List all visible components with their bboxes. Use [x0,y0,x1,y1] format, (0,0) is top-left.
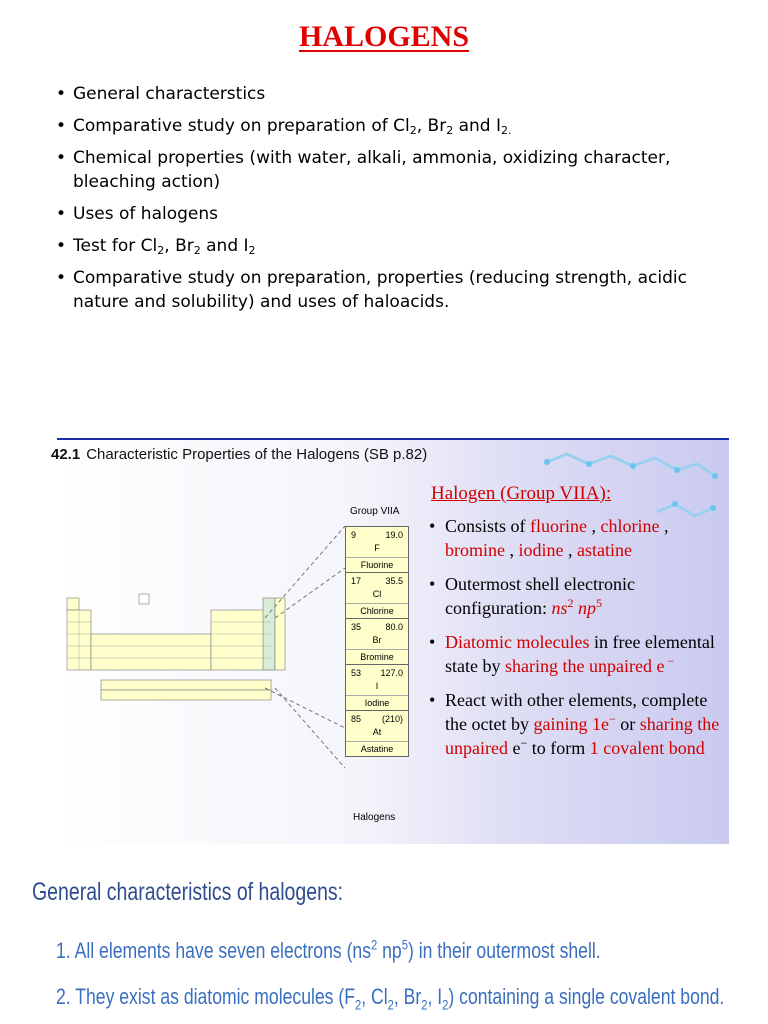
topic-item: • Uses of halogens [56,202,736,226]
topic-item: • Chemical properties (with water, alkali, ammonia, oxidizing character, bleaching action) [56,146,736,194]
topic-item: • General characterstics [56,82,736,106]
element-cell-iodine: 53 127.0 I Iodine [346,665,408,711]
topic-list [56,82,736,322]
point-configuration: • Outermost shell electronic configuration: $ns^2$ $np^5$ [427,572,727,620]
slide-top-bar [57,438,729,440]
general-item-2: 2. They exist as diatomic molecules ($F_2$, $Cl_2$, $Br_2$, $I_2$) containing a single covalent bond. [56,984,725,1013]
topic-item: • Comparative study on preparation, properties (reducing strength, acidic nature and solubility) and uses of haloacids. [56,266,736,314]
element-cell-fluorine: 9 19.0 F Fluorine [346,527,408,573]
connector-lines [257,518,352,778]
point-diatomic: • Diatomic molecules in free elemental state by sharing the unpaired e − [427,630,727,678]
point-react: • React with other elements, complete the octet by gaining 1e− or sharing the unpaired e− to form 1 covalent bond [427,688,727,760]
element-cell-chlorine: 17 35.5 Cl Chlorine [346,573,408,619]
point-consists: • Consists of fluorine , chlorine , bromine , iodine , astatine [427,514,727,562]
slide-header: Halogen (Group VIIA): [431,483,612,504]
halogen-description [427,482,727,770]
general-item-1: 1. All elements have seven electrons ($ns^2$ $np^5$) in their outermost shell. [56,936,601,963]
halogens-caption: Halogens [353,812,396,823]
topic-item: • Test for $Cl_2$, $Br_2$ and $I_2$ [56,234,736,258]
element-cell-astatine: 85 (210) At Astatine [346,711,408,756]
page-title: HALOGENS [298,20,470,53]
topic-item: • Comparative study on preparation of $Cl_2$, $Br_2$ and $I_{2.}$ [56,114,736,138]
slide-image [51,438,729,844]
group-label: Group VIIA [350,506,400,517]
slide-title: 42.1 Characteristic Properties of the Halogens (SB p.82) [51,446,428,463]
element-cell-bromine: 35 80.0 Br Bromine [346,619,408,665]
general-characteristics-title: General characteristics of halogens: [32,878,344,906]
halogen-group-column [345,526,409,757]
